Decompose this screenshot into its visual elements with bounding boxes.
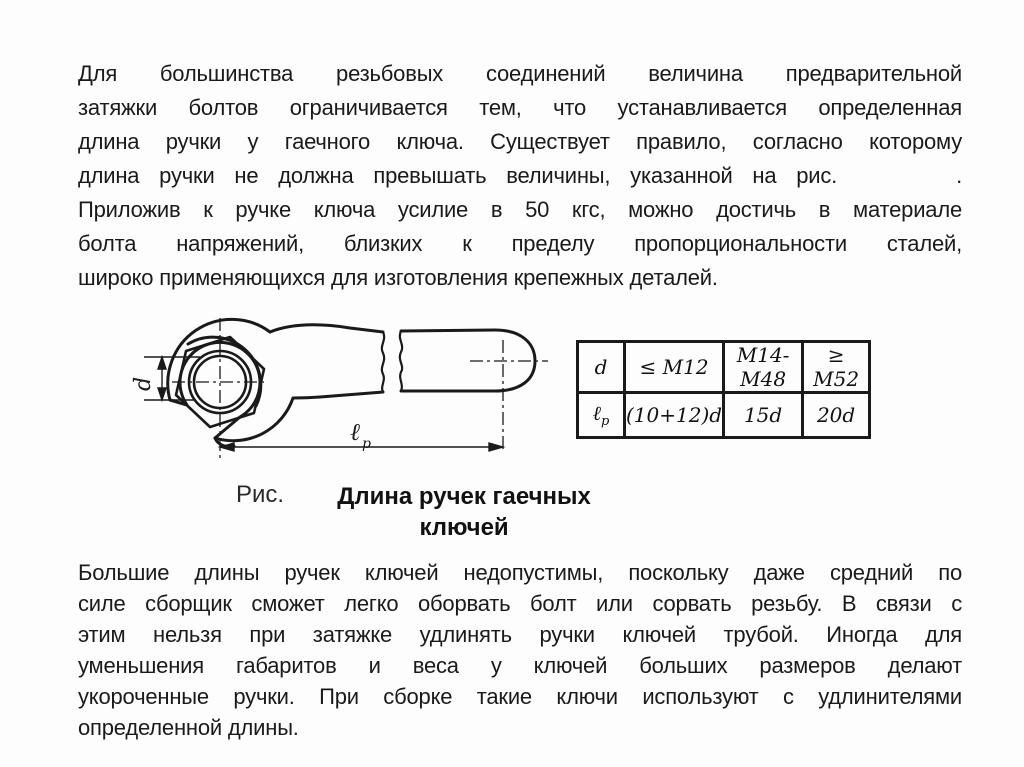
text-line: Приложив к ручке ключа усилие в 50 кгс, можно достичь в материале xyxy=(78,197,962,222)
wrench-length-table xyxy=(576,340,871,439)
text-line: длина ручки не должна превышать величины, указанной на рис. . xyxy=(78,163,962,188)
text-line: уменьшения габаритов и веса у ключей больших размеров делают xyxy=(78,653,962,678)
handle-break-lines xyxy=(382,331,402,392)
table-row-lp xyxy=(578,393,870,438)
intro-paragraph xyxy=(78,57,962,295)
outro-paragraph xyxy=(78,557,962,743)
figure-caption-line1: Длина ручек гаечных xyxy=(337,483,591,510)
cell-ge-m52: ≥ M52 xyxy=(803,342,870,393)
text-line: определенной длины. xyxy=(78,715,299,740)
figure-caption-title xyxy=(326,481,602,543)
cell-le-m12: ≤ M12 xyxy=(625,342,724,393)
dim-lp-sub-label: p xyxy=(362,436,371,452)
wrench-figure-drawing xyxy=(120,290,560,480)
text-line: затяжки болтов ограничивается тем, что устанавливается определенная xyxy=(78,95,962,120)
cell-m14-m48: M14-M48 xyxy=(724,342,803,393)
cell-d-key: d xyxy=(578,342,625,393)
text-line: болта напряжений, близких к пределу пропорциональности сталей, xyxy=(78,231,962,256)
figure-caption-line2: ключей xyxy=(419,514,509,541)
dim-lp-label: ℓ xyxy=(350,418,360,446)
text-line: длина ручки у гаечного ключа. Существует правило, согласно которому xyxy=(78,129,962,154)
table-row-d xyxy=(578,342,870,393)
figure-caption-prefix: Рис. xyxy=(236,481,285,508)
dim-d-label: d xyxy=(131,376,156,391)
cell-15d: 15d xyxy=(724,393,803,438)
text-line: Для большинства резьбовых соединений величина предварительной xyxy=(78,61,962,86)
text-line: силе сборщик сможет легко оборвать болт или сорвать резьбу. В связи с xyxy=(78,591,962,616)
cell-10-12d: (10+12)d xyxy=(625,393,724,438)
cell-lp-key: ℓ$_p$ xyxy=(578,393,625,438)
text-line: укороченные ручки. При сборке такие ключи используют с удлинителями xyxy=(78,684,962,709)
text-line: этим нельзя при затяжке удлинять ручки ключей трубой. Иногда для xyxy=(78,622,962,647)
figure-caption xyxy=(236,481,602,543)
text-line: Большие длины ручек ключей недопустимы, поскольку даже средний по xyxy=(78,560,962,585)
cell-20d: 20d xyxy=(803,393,870,438)
text-line: широко применяющихся для изготовления крепежных деталей. xyxy=(78,265,718,290)
